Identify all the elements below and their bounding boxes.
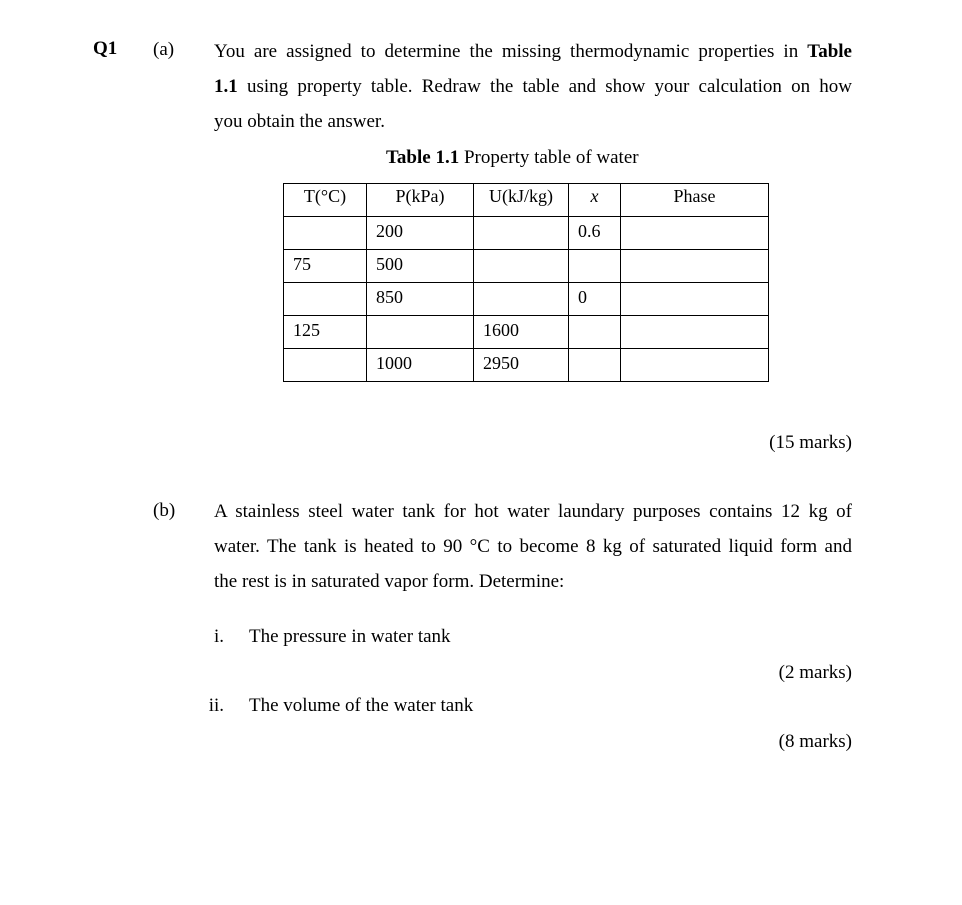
table-cell: 0.6 <box>569 217 621 250</box>
table-row <box>284 250 769 283</box>
table-cell: 850 <box>367 283 474 316</box>
part-b-text <box>214 494 852 599</box>
table-cell <box>621 283 769 316</box>
sub-item-i-text: The pressure in water tank <box>249 626 451 647</box>
table-cell: 2950 <box>474 349 569 382</box>
table-cell: 200 <box>367 217 474 250</box>
part-a-line-2: 1.1 using property table. Redraw the table and show your calculation on how <box>214 76 852 97</box>
part-a-label: (a) <box>153 39 175 60</box>
sub-item-i-number: i. <box>213 626 224 647</box>
part-a-line-3: you obtain the answer. <box>214 111 385 132</box>
table-cell <box>367 316 474 349</box>
table-cell <box>284 217 367 250</box>
table-row <box>284 349 769 382</box>
part-a-line-1: You are assigned to determine the missing thermodynamic properties in Table <box>214 41 852 62</box>
table-cell <box>621 316 769 349</box>
table-caption: Table 1.1 Property table of water <box>386 147 639 168</box>
table-cell <box>284 349 367 382</box>
table-cell: 500 <box>367 250 474 283</box>
table-cell: 1000 <box>367 349 474 382</box>
header-quality: x <box>569 184 621 217</box>
header-temperature: T(°C) <box>284 184 367 217</box>
table-cell <box>569 250 621 283</box>
table-cell: 125 <box>284 316 367 349</box>
property-table <box>283 183 769 382</box>
table-cell: 75 <box>284 250 367 283</box>
header-internal-energy: U(kJ/kg) <box>474 184 569 217</box>
table-header-row <box>284 184 769 217</box>
table-row <box>284 316 769 349</box>
part-b-label: (b) <box>153 500 176 521</box>
table-cell <box>474 283 569 316</box>
table-cell <box>284 283 367 316</box>
table-row <box>284 217 769 250</box>
table-ref-bold-2: 1.1 <box>214 76 238 97</box>
table-cell: 0 <box>569 283 621 316</box>
part-b-line-1: A stainless steel water tank for hot water laundary purposes contains 12 kg of <box>214 501 852 522</box>
sub-item-i-marks: (2 marks) <box>778 662 852 683</box>
table-cell <box>474 250 569 283</box>
part-b-line-3: the rest is in saturated vapor form. Determine: <box>214 571 565 592</box>
sub-item-ii-number: ii. <box>208 695 224 716</box>
table-cell <box>621 250 769 283</box>
part-b-line-2: water. The tank is heated to 90 °C to become 8 kg of saturated liquid form and <box>214 536 852 557</box>
part-a-text <box>214 34 852 139</box>
table-cell <box>474 217 569 250</box>
part-a-marks: (15 marks) <box>769 432 852 453</box>
question-number: Q1 <box>93 38 118 59</box>
sub-item-ii-text: The volume of the water tank <box>249 695 474 716</box>
header-pressure: P(kPa) <box>367 184 474 217</box>
table-row <box>284 283 769 316</box>
table-cell <box>621 349 769 382</box>
table-cell: 1600 <box>474 316 569 349</box>
table-ref-bold: Table <box>807 41 852 62</box>
table-cell <box>569 316 621 349</box>
header-phase: Phase <box>621 184 769 217</box>
sub-item-ii-marks: (8 marks) <box>778 731 852 752</box>
table-cell <box>569 349 621 382</box>
table-cell <box>621 217 769 250</box>
